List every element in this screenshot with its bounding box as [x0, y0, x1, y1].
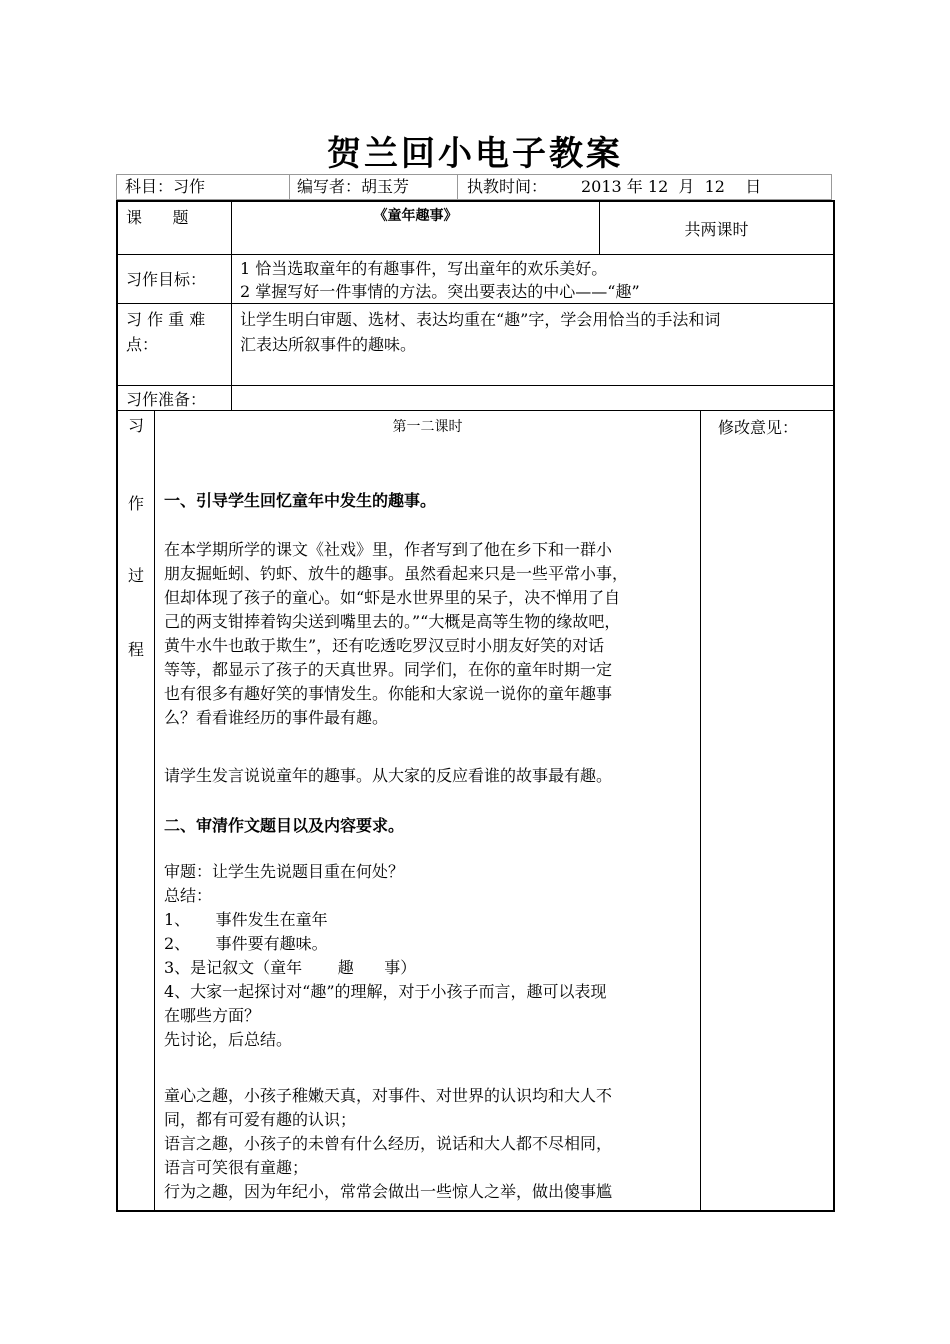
lesson-table [116, 200, 835, 1212]
date-value: 2013 年 12 月 12 日 [581, 177, 762, 196]
goals-label: 习作目标： [126, 270, 207, 289]
row-divider [118, 410, 833, 411]
header-divider [457, 175, 458, 199]
key-point-line-2: 汇表达所叙事件的趣味。 [240, 335, 417, 354]
header-divider [289, 175, 290, 199]
list-item: 4、大家一起探讨对“趣”的理解，对于小孩子而言，趣可以表现 [164, 982, 607, 1001]
paragraph-line: 己的两支钳捧着钩尖送到嘴里去的。”“大概是高等生物的缘故吧， [164, 612, 621, 631]
paragraph-line: 童心之趣，小孩子稚嫩天真，对事件、对世界的认识均和大人不 [164, 1086, 613, 1105]
paragraph-line: 等等，都显示了孩子的天真世界。同学们，在你的童年时期一定 [164, 660, 613, 679]
summary-list [164, 860, 607, 1052]
section-heading: 一、引导学生回忆童年中发生的趣事。 [164, 491, 437, 510]
column-divider [700, 410, 701, 1212]
goal-line-2: 2 掌握写好一件事情的方法。突出要表达的中心——“趣” [240, 282, 640, 301]
column-divider [154, 410, 155, 1212]
date-label: 执教时间： [467, 177, 548, 196]
subject-label: 科目：习作 [125, 177, 206, 196]
list-item: 1、 事件发生在童年 [164, 910, 328, 929]
process-label-char: 习 [128, 416, 145, 435]
paragraph-line: 么？看看谁经历的事件最有趣。 [164, 708, 389, 727]
paragraph-line: 语言可笑很有童趣； [164, 1158, 309, 1177]
list-item: 在哪些方面？ [164, 1006, 261, 1025]
list-item: 3、是记叙文（童年 趣 事） [164, 958, 417, 977]
list-item: 2、 事件要有趣味。 [164, 934, 328, 953]
column-divider [231, 202, 232, 410]
process-label-char: 程 [128, 640, 145, 659]
process-label-char: 作 [128, 494, 145, 513]
paragraph-line: 行为之趣，因为年纪小，常常会做出一些惊人之举，做出傻事尴 [164, 1182, 613, 1201]
key-points-label-2: 点： [126, 335, 159, 354]
process-label-char: 过 [128, 566, 145, 585]
period-title: 第一二课时 [392, 419, 463, 435]
prep-label: 习作准备： [126, 390, 207, 409]
topic-label: 课 题 [126, 208, 189, 227]
lesson-periods: 共两课时 [684, 220, 749, 239]
list-item: 总结： [164, 886, 213, 905]
paragraph-line: 朋友掘蚯蚓、钓虾、放牛的趣事。虽然看起来只是一些平常小事， [164, 564, 629, 583]
header-row [116, 174, 832, 200]
paragraph [164, 538, 628, 730]
revision-label: 修改意见： [718, 418, 799, 437]
paragraph [164, 1084, 612, 1204]
paragraph-line: 但却体现了孩子的童心。如“虾是水世界里的呆子，决不惮用了自 [164, 588, 621, 607]
paragraph-line: 黄牛水牛也敢于欺生”，还有吃透吃罗汉豆时小朋友好笑的对话 [164, 636, 605, 655]
key-points-label: 习 作 重 难 [126, 310, 206, 329]
paragraph-line: 语言之趣，小孩子的未曾有什么经历，说话和大人都不尽相同， [164, 1134, 613, 1153]
paragraph-line: 同，都有可爱有趣的认识； [164, 1110, 357, 1129]
paragraph-line: 在本学期所学的课文《社戏》里，作者写到了他在乡下和一群小 [164, 540, 613, 559]
row-divider [118, 303, 833, 304]
author-label: 编写者：胡玉芳 [297, 177, 410, 196]
goal-line-1: 1 恰当选取童年的有趣事件，写出童年的欢乐美好。 [240, 259, 608, 278]
row-divider [118, 385, 833, 386]
list-item: 审题：让学生先说题目重在何处？ [164, 862, 405, 881]
list-item: 先讨论，后总结。 [164, 1030, 293, 1049]
key-point-line-1: 让学生明白审题、选材、表达均重在“趣”字，学会用恰当的手法和词 [240, 310, 721, 329]
lesson-topic: 《童年趣事》 [373, 208, 458, 224]
paragraph: 请学生发言说说童年的趣事。从大家的反应看谁的故事最有趣。 [164, 766, 613, 785]
section-heading: 二、审清作文题目以及内容要求。 [164, 816, 405, 835]
page-title: 贺兰回小电子教案 [327, 134, 623, 174]
row-divider [118, 254, 833, 255]
paragraph-line: 也有很多有趣好笑的事情发生。你能和大家说一说你的童年趣事 [164, 684, 613, 703]
